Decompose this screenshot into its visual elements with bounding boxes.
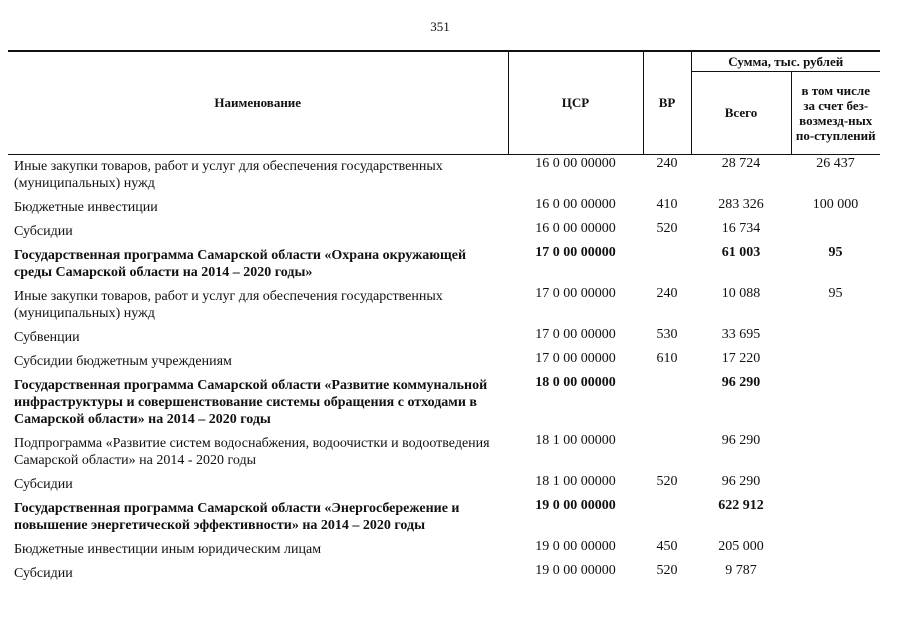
table-row — [8, 432, 880, 473]
cell-tsr: 17 0 00 00000 — [535, 350, 616, 366]
cell-tsr: 19 0 00 00000 — [535, 562, 616, 578]
table-row — [8, 350, 880, 374]
cell-tsr: 16 0 00 00000 — [535, 196, 616, 212]
cell-total: 9 787 — [725, 562, 757, 578]
cell-incl: 95 — [828, 244, 843, 260]
cell-incl — [791, 374, 880, 432]
cell-name: Субвенции — [14, 329, 80, 345]
cell-name: Субсидии — [14, 223, 73, 239]
cell-name: Государственная программа Самарской области «Развитие коммунальной инфраструктуры и совершенствование системы обращения с отходами в Самарской области» на 2014 – 2020 годы — [14, 377, 488, 427]
cell-name: Государственная программа Самарской области «Энергосбережение и повышение энергетической эффективности» на 2014 – 2020 годы — [14, 500, 460, 533]
cell-total: 96 290 — [721, 374, 761, 390]
header-vr: ВР — [643, 51, 691, 154]
table-row — [8, 196, 880, 220]
cell-vr — [643, 244, 691, 285]
cell-tsr: 16 0 00 00000 — [535, 155, 616, 171]
cell-incl — [791, 326, 880, 350]
cell-vr: 520 — [656, 562, 678, 578]
cell-name: Субсидии бюджетным учреждениям — [14, 353, 232, 369]
cell-tsr: 17 0 00 00000 — [535, 285, 616, 301]
header-total: Всего — [691, 71, 791, 154]
budget-table — [8, 50, 880, 586]
cell-incl — [791, 473, 880, 497]
header-incl: в том числе за счет без-возмезд-ных по-ступлений — [791, 71, 880, 154]
cell-total: 96 290 — [721, 473, 761, 489]
cell-total: 61 003 — [721, 244, 761, 260]
cell-vr: 520 — [656, 473, 678, 489]
cell-name: Бюджетные инвестиции — [14, 199, 158, 215]
cell-tsr: 19 0 00 00000 — [535, 538, 616, 554]
cell-vr — [643, 374, 691, 432]
table-row — [8, 497, 880, 538]
cell-total: 28 724 — [721, 155, 761, 171]
cell-total: 10 088 — [721, 285, 761, 301]
cell-vr: 530 — [656, 326, 678, 342]
table-row — [8, 538, 880, 562]
cell-tsr: 18 0 00 00000 — [535, 374, 616, 390]
cell-vr: 610 — [656, 350, 678, 366]
cell-vr: 450 — [656, 538, 678, 554]
table-row — [8, 326, 880, 350]
cell-incl — [791, 497, 880, 538]
cell-vr: 410 — [656, 196, 678, 212]
cell-name: Бюджетные инвестиции иным юридическим лицам — [14, 541, 322, 557]
table-row — [8, 562, 880, 586]
cell-incl — [791, 538, 880, 562]
header-name: Наименование — [8, 51, 508, 154]
cell-incl — [791, 432, 880, 473]
cell-total: 96 290 — [721, 432, 761, 448]
table-row — [8, 285, 880, 326]
table-row — [8, 244, 880, 285]
cell-incl — [791, 350, 880, 374]
cell-total: 283 326 — [718, 196, 764, 212]
table-row — [8, 374, 880, 432]
cell-vr — [643, 432, 691, 473]
cell-tsr: 17 0 00 00000 — [535, 326, 616, 342]
cell-vr: 240 — [656, 155, 678, 171]
cell-name: Субсидии — [14, 476, 73, 492]
cell-name: Субсидии — [14, 565, 73, 581]
cell-total: 205 000 — [718, 538, 764, 554]
cell-tsr: 18 1 00 00000 — [535, 432, 616, 448]
cell-vr: 240 — [656, 285, 678, 301]
cell-name: Иные закупки товаров, работ и услуг для обеспечения государственных (муниципальных) нужд — [14, 158, 443, 191]
page-number: 351 — [430, 19, 450, 34]
cell-incl — [791, 220, 880, 244]
cell-total: 33 695 — [721, 326, 761, 342]
cell-tsr: 19 0 00 00000 — [535, 497, 616, 513]
cell-total: 16 734 — [721, 220, 761, 236]
cell-name: Подпрограмма «Развитие систем водоснабжения, водоочистки и водоотведения Самарской области» на 2014 - 2020 годы — [14, 435, 490, 468]
table-row — [8, 473, 880, 497]
cell-name: Иные закупки товаров, работ и услуг для обеспечения государственных (муниципальных) нужд — [14, 288, 443, 321]
cell-tsr: 16 0 00 00000 — [535, 220, 616, 236]
cell-incl — [791, 562, 880, 586]
cell-incl: 100 000 — [812, 196, 859, 212]
cell-incl: 26 437 — [816, 155, 855, 171]
cell-vr — [643, 497, 691, 538]
cell-name: Государственная программа Самарской области «Охрана окружающей среды Самарской области на 2014 – 2020 годы» — [14, 247, 467, 280]
header-tsr: ЦСР — [508, 51, 643, 154]
table-row — [8, 154, 880, 196]
cell-incl: 95 — [828, 285, 843, 301]
cell-tsr: 18 1 00 00000 — [535, 473, 616, 489]
cell-total: 17 220 — [721, 350, 761, 366]
cell-vr: 520 — [656, 220, 678, 236]
header-sum: Сумма, тыс. рублей — [691, 51, 880, 71]
cell-tsr: 17 0 00 00000 — [535, 244, 616, 260]
cell-total: 622 912 — [718, 497, 764, 513]
table-row — [8, 220, 880, 244]
